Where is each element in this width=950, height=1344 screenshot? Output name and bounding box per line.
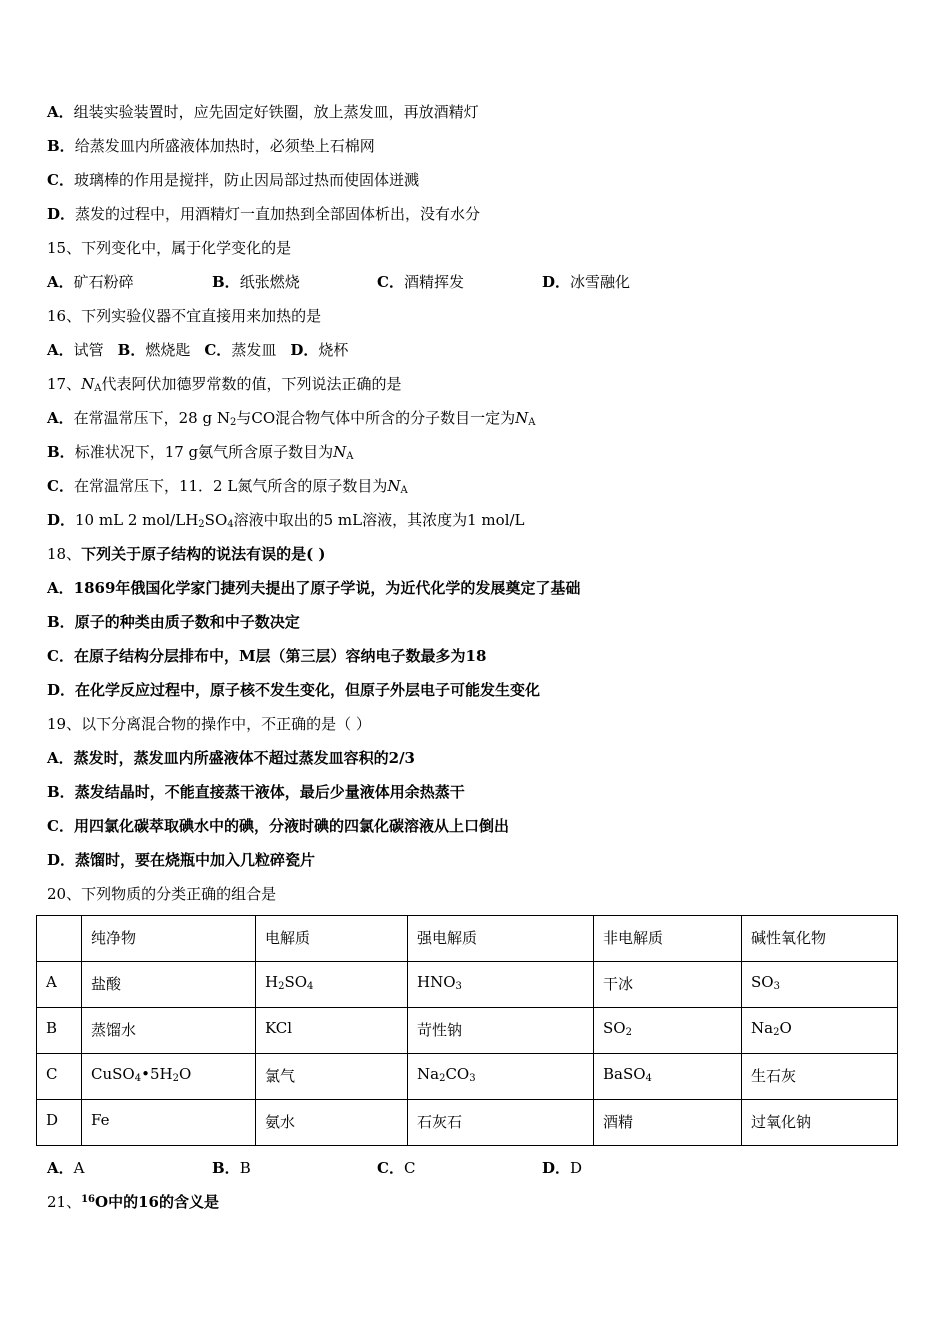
q15-stem: 15、下列变化中，属于化学变化的是 (47, 239, 292, 257)
table-header-cell: 非电解质 (594, 916, 742, 962)
q16-option-d: D．烧杯 (290, 341, 349, 359)
q18-option-a: A．1869年俄国化学家门捷列夫提出了原子学说，为近代化学的发展奠定了基础 (47, 579, 581, 597)
q19-option-b: B．蒸发结晶时，不能直接蒸干液体，最后少量液体用余热蒸干 (47, 783, 465, 801)
table-header-row (37, 916, 898, 962)
q17-option-b: B．标准状况下，17 g氨气所含原子数目为$N_A$ (47, 443, 354, 462)
row-label: A (37, 962, 82, 1008)
row-label: D (37, 1100, 82, 1146)
table-cell: 酒精 (594, 1100, 742, 1146)
q16-option-a: A．试管 (47, 341, 104, 359)
table-cell: $H_2SO_4$ (256, 962, 408, 1008)
table-cell: $CuSO_4•5H_2O$ (82, 1054, 256, 1100)
q19-option-d: D．蒸馏时，要在烧瓶中加入几粒碎瓷片 (47, 851, 316, 869)
table-row (37, 962, 898, 1008)
q20-option-a: A．A (47, 1159, 85, 1177)
q14-option-b: B．给蒸发皿内所盛液体加热时，必须垫上石棉网 (47, 137, 375, 155)
table-cell: BaSO$_4$ (594, 1054, 742, 1100)
table-cell: 氨水 (256, 1100, 408, 1146)
q20-stem: 20、下列物质的分类正确的组合是 (47, 885, 277, 903)
row-label: C (37, 1054, 82, 1100)
q17-stem: 17、$N_A$代表阿伏加德罗常数的值，下列说法正确的是 (47, 375, 402, 394)
q14-option-c: C．玻璃棒的作用是搅拌，防止因局部过热而使固体迸溅 (47, 171, 419, 189)
q17-option-a: A．在常温常压下，28 g $N_2$与CO混合物气体中所含的分子数目一定为$N_A$ (47, 409, 536, 428)
q18-stem: 18、下列关于原子结构的说法有误的是( ) (47, 545, 326, 563)
q20-option-c: C．C (377, 1159, 416, 1177)
q20-option-d: D．D (542, 1159, 583, 1177)
table-header-cell: 电解质 (256, 916, 408, 962)
q14-option-a: A．组装实验装置时，应先固定好铁圈，放上蒸发皿，再放酒精灯 (47, 103, 479, 121)
q20-option-b: B．B (212, 1159, 251, 1177)
table-cell: $Na_2O$ (742, 1008, 898, 1054)
table-cell: $HNO_3$ (408, 962, 594, 1008)
table-row (37, 1054, 898, 1100)
q17-option-d: D．10 mL 2 mol/$LH_2SO_4$溶液中取出的5 mL溶液，其浓度为1 mol/L (47, 511, 525, 530)
table-cell: 苛性钠 (408, 1008, 594, 1054)
q21-stem: 21、$^{16}$O中的16的含义是 (47, 1193, 219, 1211)
classification-table (36, 915, 898, 1146)
q15-option-d: D．冰雪融化 (542, 273, 631, 291)
q15-option-b: B．纸张燃烧 (212, 273, 300, 291)
q18-option-d: D．在化学反应过程中，原子核不发生变化，但原子外层电子可能发生变化 (47, 681, 541, 699)
q16-option-c: C．蒸发皿 (204, 341, 277, 359)
q17-option-c: C．在常温常压下，11．2 L氮气所含的原子数目为$N_A$ (47, 477, 408, 496)
table-cell: $SO_3$ (742, 962, 898, 1008)
q16-stem: 16、下列实验仪器不宜直接用来加热的是 (47, 307, 322, 325)
q19-option-c: C．用四氯化碳萃取碘水中的碘，分液时碘的四氯化碳溶液从上口倒出 (47, 817, 509, 835)
q18-option-c: C．在原子结构分层排布中，M层（第三层）容纳电子数最多为18 (47, 647, 487, 665)
table-cell: Fe (82, 1100, 256, 1146)
table-header-cell: 纯净物 (82, 916, 256, 962)
table-cell: 干冰 (594, 962, 742, 1008)
table-cell: $SO_2$ (594, 1008, 742, 1054)
q15-option-c: C．酒精挥发 (377, 273, 464, 291)
q14-option-d: D．蒸发的过程中，用酒精灯一直加热到全部固体析出，没有水分 (47, 205, 481, 223)
q16-option-b: B．燃烧匙 (117, 341, 191, 359)
q16-options (47, 340, 362, 360)
table-cell: 石灰石 (408, 1100, 594, 1146)
q18-option-b: B．原子的种类由质子数和中子数决定 (47, 613, 300, 631)
table-cell: 生石灰 (742, 1054, 898, 1100)
table-header-cell: 碱性氧化物 (742, 916, 898, 962)
table-row (37, 1008, 898, 1054)
table-header-cell (37, 916, 82, 962)
q19-stem: 19、以下分离混合物的操作中，不正确的是（ ） (47, 715, 371, 733)
table-cell: $Na_2CO_3$ (408, 1054, 594, 1100)
table-row (37, 1100, 898, 1146)
q15-option-a: A．矿石粉碎 (47, 273, 134, 291)
table-cell: 氯气 (256, 1054, 408, 1100)
table-cell: 过氧化钠 (742, 1100, 898, 1146)
table-cell: KCl (256, 1008, 408, 1054)
table-header-cell: 强电解质 (408, 916, 594, 962)
q19-option-a: A．蒸发时，蒸发皿内所盛液体不超过蒸发皿容积的2/3 (47, 749, 415, 767)
table-cell: 盐酸 (82, 962, 256, 1008)
row-label: B (37, 1008, 82, 1054)
table-cell: 蒸馏水 (82, 1008, 256, 1054)
